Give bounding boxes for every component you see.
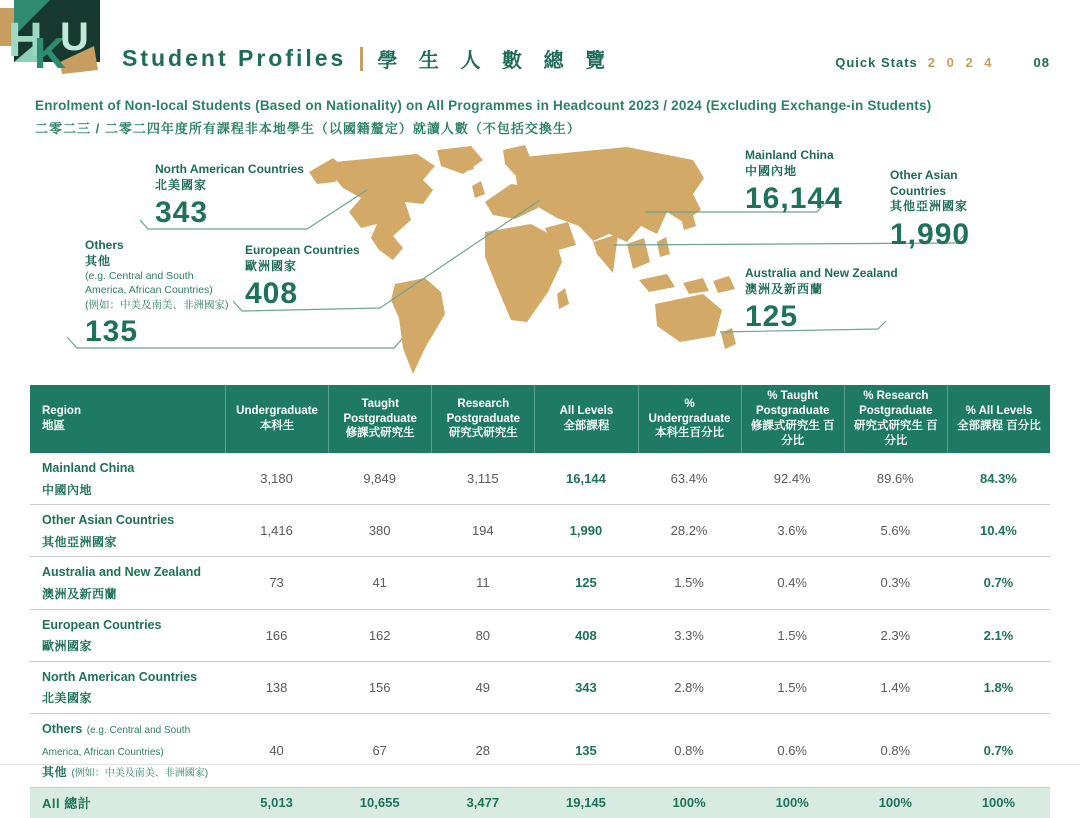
undergraduate-value: 40 bbox=[269, 742, 284, 758]
callout-australia-nz bbox=[745, 266, 898, 332]
callout-mainland-china bbox=[745, 148, 843, 214]
col-header-en: % Research Postgraduate bbox=[859, 390, 933, 418]
callout-note-zh: (例如：中美及南美、非洲國家) bbox=[85, 298, 229, 311]
region-line-en bbox=[42, 718, 225, 761]
pct-research-postgraduate-value: 2.3% bbox=[880, 627, 911, 643]
page-title-zh: 學 生 人 數 總 覽 bbox=[377, 50, 614, 72]
logo-letter-u: U bbox=[60, 15, 89, 59]
all-levels-value: 408 bbox=[575, 627, 597, 643]
pct-research-postgraduate-value: 1.4% bbox=[880, 679, 911, 695]
pct-research-postgraduate-value: 0.8% bbox=[880, 742, 911, 758]
logo-letter-k: K bbox=[34, 29, 66, 74]
col-header-zh: 本科生百分比 bbox=[655, 427, 725, 440]
col-header-en: Region bbox=[42, 405, 81, 418]
col-header-zh: 研究式研究生 bbox=[448, 427, 518, 440]
pct-research-postgraduate-value: 89.6% bbox=[876, 471, 914, 487]
taught-postgraduate-value: 380 bbox=[368, 523, 391, 539]
col-header-pct-all-levels bbox=[947, 385, 1050, 453]
region-line-zh bbox=[42, 761, 225, 783]
region-note-zh: (例如：中美及南美、非洲國家) bbox=[71, 768, 209, 780]
callout-name: Other Asian Countries bbox=[890, 168, 958, 198]
region-cell bbox=[30, 614, 225, 657]
research-postgraduate-value: 80 bbox=[475, 627, 491, 643]
col-header-zh: 全部課程 百分比 bbox=[957, 420, 1041, 432]
research-postgraduate-value: 28 bbox=[475, 742, 491, 758]
callout-name: Others bbox=[85, 238, 124, 252]
region-name-zh: 其他亞洲國家 bbox=[42, 534, 118, 549]
page-title bbox=[122, 44, 613, 73]
col-header-en: Undergraduate bbox=[236, 405, 318, 418]
all-levels-value: 125 bbox=[575, 575, 597, 591]
callout-note: (e.g. Central and South America, African Countries) bbox=[85, 270, 213, 297]
col-header-en: Research Postgraduate bbox=[446, 397, 521, 425]
callout-north-america bbox=[155, 162, 304, 228]
table-row bbox=[30, 453, 1050, 505]
region-name-zh: 北美國家 bbox=[42, 691, 93, 706]
region-name-en: Australia and New Zealand bbox=[42, 565, 202, 580]
callout-name-zh: 其他亞洲國家 bbox=[890, 199, 969, 214]
col-header-zh: 修課式研究生 bbox=[345, 427, 415, 440]
research-postgraduate-value: 11 bbox=[476, 575, 490, 591]
region-line-zh bbox=[42, 531, 225, 553]
col-header-region bbox=[30, 385, 225, 453]
pct-taught-postgraduate-value: 3.6% bbox=[777, 523, 807, 539]
pct-taught-postgraduate-value: 0.6% bbox=[777, 742, 807, 758]
section-subtitle bbox=[35, 98, 931, 137]
callout-europe bbox=[245, 243, 360, 309]
region-line-en bbox=[42, 666, 225, 688]
col-header-all-levels bbox=[534, 385, 637, 453]
callout-name-zh: 歐洲國家 bbox=[245, 258, 298, 273]
callout-value: 16,144 bbox=[745, 182, 843, 216]
callout-name-zh: 澳洲及新西蘭 bbox=[745, 281, 824, 296]
callout-value: 1,990 bbox=[890, 217, 971, 251]
page-number: 08 bbox=[1033, 55, 1050, 70]
total-pct-undergraduate: 100% bbox=[672, 795, 706, 811]
region-line-en bbox=[42, 561, 225, 583]
undergraduate-value: 1,416 bbox=[260, 523, 293, 539]
region-note-en: (e.g. Central and South America, African Countries) bbox=[42, 724, 191, 758]
callout-name-zh: 其他 bbox=[85, 253, 112, 268]
pct-all-levels-value: 10.4% bbox=[980, 523, 1017, 539]
region-name-en: European Countries bbox=[42, 617, 162, 632]
callout-name-zh: 中國內地 bbox=[745, 163, 798, 178]
table-row bbox=[30, 557, 1050, 609]
taught-postgraduate-value: 162 bbox=[368, 627, 391, 643]
callout-value: 343 bbox=[155, 196, 209, 230]
col-header-zh: 研究式研究生 百分比 bbox=[853, 420, 938, 447]
page-title-en: Student Profiles bbox=[122, 45, 347, 71]
region-cell bbox=[30, 561, 225, 604]
total-label: All 總計 bbox=[42, 796, 92, 812]
logo-letter-h: H bbox=[8, 14, 43, 67]
callout-others bbox=[85, 238, 255, 347]
taught-postgraduate-value: 67 bbox=[372, 742, 387, 758]
pct-research-postgraduate-value: 0.3% bbox=[880, 575, 911, 591]
total-taught-postgraduate: 10,655 bbox=[359, 795, 400, 811]
world-map-section bbox=[0, 140, 1080, 385]
region-cell bbox=[30, 509, 225, 552]
hku-logo bbox=[0, 0, 100, 74]
quick-stats-badge bbox=[835, 55, 1050, 70]
callout-value: 135 bbox=[85, 314, 139, 348]
pct-taught-postgraduate-value: 1.5% bbox=[777, 679, 807, 695]
subtitle-zh: 二零二三 / 二零二四年度所有課程非本地學生（以國籍釐定）就讀人數（不包括交換生） bbox=[35, 121, 581, 136]
col-header-en: % Undergraduate bbox=[648, 397, 731, 425]
pct-undergraduate-value: 63.4% bbox=[670, 471, 708, 487]
col-header-en: % All Levels bbox=[965, 405, 1033, 418]
pct-research-postgraduate-value: 5.6% bbox=[880, 523, 911, 539]
region-cell bbox=[30, 457, 225, 500]
research-postgraduate-value: 194 bbox=[471, 523, 494, 539]
region-line-zh bbox=[42, 687, 225, 709]
region-name-zh: 其他 bbox=[42, 765, 68, 780]
callout-value: 408 bbox=[245, 277, 299, 311]
pct-all-levels-value: 0.7% bbox=[983, 575, 1014, 591]
total-pct-all-levels: 100% bbox=[981, 795, 1016, 811]
pct-undergraduate-value: 0.8% bbox=[674, 742, 704, 758]
col-header-pct-taught-postgraduate bbox=[741, 385, 844, 453]
col-header-undergraduate bbox=[225, 385, 328, 453]
region-name-en: North American Countries bbox=[42, 669, 198, 684]
total-pct-research-postgraduate: 100% bbox=[878, 795, 912, 811]
col-header-en: Taught Postgraduate bbox=[343, 397, 417, 425]
callout-name: Mainland China bbox=[745, 148, 834, 162]
all-levels-value: 16,144 bbox=[566, 471, 606, 487]
total-research-postgraduate: 3,477 bbox=[466, 795, 500, 811]
table-row bbox=[30, 714, 1050, 788]
pct-all-levels-value: 1.8% bbox=[983, 679, 1014, 695]
col-header-research-postgraduate bbox=[431, 385, 534, 453]
pct-all-levels-value: 2.1% bbox=[983, 627, 1014, 643]
region-line-en bbox=[42, 457, 225, 479]
quick-stats-year: 2 0 2 4 bbox=[927, 55, 996, 70]
callout-value: 125 bbox=[745, 300, 799, 334]
region-name-en: Other Asian Countries bbox=[42, 513, 175, 528]
col-header-zh: 全部課程 bbox=[563, 420, 610, 432]
region-cell bbox=[30, 718, 225, 783]
research-postgraduate-value: 3,115 bbox=[467, 471, 499, 487]
pct-undergraduate-value: 28.2% bbox=[670, 523, 708, 539]
pct-taught-postgraduate-value: 0.4% bbox=[777, 575, 807, 591]
region-line-en bbox=[42, 614, 225, 636]
region-line-en bbox=[42, 509, 225, 531]
enrolment-table bbox=[30, 385, 1050, 818]
region-name-en: Mainland China bbox=[42, 461, 135, 475]
col-header-pct-undergraduate bbox=[638, 385, 741, 453]
pct-all-levels-value: 0.7% bbox=[983, 742, 1014, 758]
col-header-pct-research-postgraduate bbox=[844, 385, 947, 453]
col-header-zh: 本科生 bbox=[259, 420, 295, 432]
col-header-zh: 修課式研究生 百分比 bbox=[750, 420, 835, 447]
region-name-zh: 歐洲國家 bbox=[42, 639, 93, 654]
subtitle-en: Enrolment of Non-local Students (Based on Nationality) on All Programmes in Headcount 2023 / 2024 (Excluding Exchange-in Students) bbox=[35, 98, 932, 113]
callout-name-zh: 北美國家 bbox=[155, 177, 208, 192]
region-line-zh bbox=[42, 479, 225, 501]
undergraduate-value: 166 bbox=[265, 627, 288, 643]
title-divider bbox=[360, 47, 363, 71]
region-name-en: Others bbox=[42, 721, 83, 736]
pct-undergraduate-value: 2.8% bbox=[674, 679, 704, 695]
quick-stats-label: Quick Stats bbox=[835, 55, 918, 70]
callout-name: Australia and New Zealand bbox=[745, 266, 898, 280]
taught-postgraduate-value: 41 bbox=[372, 575, 387, 591]
col-header-en: All Levels bbox=[559, 405, 614, 418]
total-all-levels: 19,145 bbox=[566, 795, 606, 811]
pct-undergraduate-value: 1.5% bbox=[674, 575, 704, 591]
callout-other-asian bbox=[890, 168, 985, 250]
taught-postgraduate-value: 156 bbox=[368, 679, 391, 695]
undergraduate-value: 138 bbox=[265, 679, 288, 695]
total-undergraduate: 5,013 bbox=[260, 795, 293, 811]
region-line-zh bbox=[42, 635, 225, 657]
table-row bbox=[30, 610, 1050, 662]
taught-postgraduate-value: 9,849 bbox=[363, 471, 396, 487]
all-levels-value: 343 bbox=[575, 679, 597, 695]
region-cell bbox=[30, 666, 225, 709]
undergraduate-value: 3,180 bbox=[260, 471, 293, 487]
table-header-row bbox=[30, 385, 1050, 453]
table-row bbox=[30, 662, 1050, 714]
table-body bbox=[30, 453, 1050, 788]
pct-taught-postgraduate-value: 92.4% bbox=[773, 471, 811, 487]
table-total-row bbox=[30, 788, 1050, 818]
pct-taught-postgraduate-value: 1.5% bbox=[777, 627, 807, 643]
research-postgraduate-value: 49 bbox=[475, 679, 491, 695]
all-levels-value: 1,990 bbox=[569, 523, 603, 539]
callout-name: European Countries bbox=[245, 243, 360, 257]
region-name-zh: 中國內地 bbox=[42, 482, 93, 497]
pct-undergraduate-value: 3.3% bbox=[674, 627, 704, 643]
col-header-taught-postgraduate bbox=[328, 385, 431, 453]
region-line-zh bbox=[42, 583, 225, 605]
total-pct-taught-postgraduate: 100% bbox=[775, 795, 809, 811]
pct-all-levels-value: 84.3% bbox=[980, 471, 1017, 487]
table-row bbox=[30, 505, 1050, 557]
undergraduate-value: 73 bbox=[269, 575, 284, 591]
region-name-zh: 澳洲及新西蘭 bbox=[42, 586, 118, 601]
all-levels-value: 135 bbox=[575, 742, 597, 758]
col-header-en: % Taught Postgraduate bbox=[755, 390, 830, 418]
callout-name: North American Countries bbox=[155, 162, 304, 176]
col-header-zh: 地區 bbox=[42, 420, 65, 432]
